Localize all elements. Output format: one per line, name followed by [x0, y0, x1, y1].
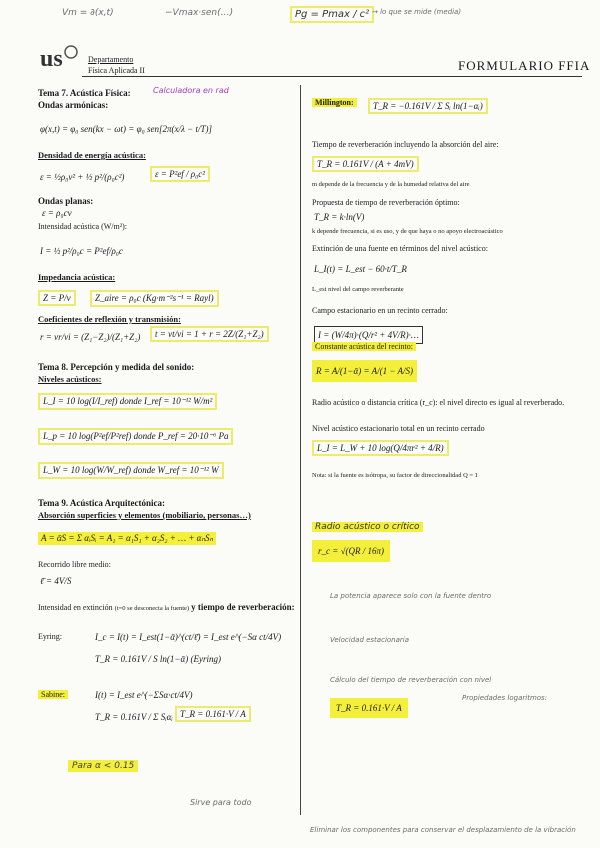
subject-name: Física Aplicada II [88, 66, 145, 75]
eq-radio-critico: r_c = √(QR / 16π) [312, 540, 390, 562]
tema9-title: Tema 9. Acústica Arquitectónica: [38, 498, 165, 508]
k-note: k depende frecuencia, si es uso, y de que haya o no apoyo electroacústico [312, 228, 503, 235]
millington-label: Millington: [312, 98, 357, 107]
eq-sabine-intensidad: I(t) = I_est e^(−ΣSα·ct/4V) [95, 690, 193, 700]
extincion-heading: Extinción de una fuente en términos del nivel acústico: [312, 244, 488, 253]
eq-eyring-intensidad: I_c = I(t) = I_est(1−ᾱ)^(ct/ℓ̄) = I_est e^(−Sα ct/4V) [95, 632, 282, 642]
eq-propuesta: T_R = k·ln(V) [314, 212, 365, 222]
eq-intensidad: I = ½ p²/ρ₀c = P²ef/ρ₀c [40, 246, 123, 256]
sabine-label: Sabine: [38, 690, 68, 699]
radio-critico-heading: Radio acústico o crítico [312, 522, 423, 532]
top-note-right: → lo que se mide (media) [372, 8, 462, 16]
eq-coef-reflexion: r = vr/vi = (Z₁−Z₂)/(Z₁+Z₂) [40, 332, 141, 342]
eyring-label: Eyring: [38, 632, 62, 641]
eq-impedancia-aire: Z_aire = ρ₀c (Kg·m⁻²s⁻¹ = Rayl) [90, 290, 219, 307]
ondas-planas-heading: Ondas planas: [38, 196, 94, 206]
eq-sabine-box: T_R = 0.161·V / A [175, 706, 251, 722]
impedancia-heading: Impedancia acústica: [38, 272, 116, 282]
eq-densidad-box: ε = P²ef / ρ₀c² [150, 166, 210, 182]
hw-note-log: Propiedades logaritmos: [462, 694, 548, 702]
eq-nivel-presion: L_p = 10 log(P²ef/P²ref) donde P_ref = 20·10⁻⁶ Pa [38, 428, 233, 445]
column-divider [300, 85, 301, 815]
university-logo [38, 42, 78, 72]
intensidad-extincion-label: Intensidad en extinción [38, 603, 113, 612]
eq-densidad: ε = ½ρ₀v² + ½ p²/(ρ₀c²) [40, 172, 125, 182]
hw-note-velocidad: Velocidad estacionaria [330, 636, 410, 644]
eq-coef-transmision: t = vt/vi = 1 + r = 2Z/(Z₁+Z₂) [150, 326, 269, 342]
eq-absorcion: A = ᾱS = Σ αᵢSᵢ = A₁ = α₁S₁ + α₂S₂ + … + αₙSₙ [38, 532, 216, 545]
nota-isotropa: Nota: si la fuente es isótropa, su factor de direccionalidad Q = 1 [312, 472, 478, 479]
eq-constante: R = A/(1−ᾱ) = A/(1 − A/S) [312, 360, 417, 382]
eq-sabine-tr: T_R = 0.161V / Σ Sᵢαᵢ [95, 712, 173, 722]
coeficientes-heading: Coeficientes de reflexión y transmisión: [38, 314, 181, 324]
tema7-title: Tema 7. Acústica Física: [38, 88, 131, 98]
eq-recorrido: ℓ̄ = 4V/S [40, 576, 72, 586]
eq-tiempo-aire: T_R = 0.161V / (A + 4mV) [312, 156, 419, 172]
intensidad-extincion-heading [38, 602, 295, 612]
l-note: L_est nivel del campo reverberante [312, 286, 404, 293]
eq-ondas-planas: ε = ρ₀cv [42, 208, 72, 218]
top-note-formula: Pg = Pmax / c² [290, 6, 374, 23]
eq-millington: T_R = −0.161V / Σ Sᵢ ln(1−αᵢ) [368, 98, 488, 114]
hw-note-calculo: Cálculo del tiempo de reverberación con nivel [330, 676, 492, 684]
densidad-heading: Densidad de energía acústica: [38, 150, 146, 160]
recorrido-heading: Recorrido libre medio: [38, 560, 111, 569]
ondas-armonicas-heading: Ondas armónicas: [38, 100, 109, 110]
intensidad-extincion-note: (t=0 se desconecta la fuente) [114, 605, 190, 612]
niveles-heading: Niveles acústicos: [38, 374, 102, 384]
campo-heading: Campo estacionario en un recinto cerrado: [312, 306, 448, 315]
hw-note-potencia: La potencia aparece solo con la fuente dentro [330, 592, 492, 600]
eq-nivel-total: L_I = L_W + 10 log(Q/4πr² + 4/R) [312, 440, 449, 456]
tema8-title: Tema 8. Percepción y medida del sonido: [38, 362, 195, 372]
hw-note-bottom: Eliminar los componentes para conservar el desplazamiento de la vibración [310, 826, 576, 834]
eq-tr-box: T_R = 0.161·V / A [330, 698, 408, 718]
logo-text: us [40, 46, 63, 72]
department-name: Departamento [88, 55, 134, 64]
eq-extincion: L_I(t) = L_est − 60·t/T_R [314, 264, 407, 274]
top-note-mid: −Vmax·sen(…) [165, 8, 234, 18]
tiempo-reverberacion-label: y tiempo de reverberación: [191, 602, 295, 612]
header-rule [82, 76, 582, 77]
constante-heading: Constante acústica del recinto: [312, 342, 416, 351]
radio-heading: Radio acústico o distancia crítica (r_c): el nivel directo es igual al reverberado. [312, 398, 565, 407]
absorcion-heading: Absorción superficies y elementos (mobiliario, personas…) [38, 510, 251, 520]
propuesta-heading: Propuesta de tiempo de reverberación óptimo: [312, 198, 460, 207]
intensidad-heading: Intensidad acústica (W/m²): [38, 222, 128, 231]
top-note-left: Vm = ∂(x,t) [62, 8, 114, 18]
bottom-note: Sirve para todo [190, 798, 252, 807]
pen-note-alpha: Para α < 0.15 [68, 760, 138, 772]
eq-eyring-tr: T_R = 0.161V / S ln(1−ᾱ) (Eyring) [95, 654, 221, 664]
nivel-total-heading: Nivel acústico estacionario total en un recinto cerrado [312, 424, 485, 433]
eq-nivel-potencia: L_W = 10 log(W/W_ref) donde W_ref = 10⁻¹² W [38, 462, 224, 479]
calc-note: Calculadora en rad [153, 86, 229, 95]
eq-onda-armonica: φ(x,t) = φ₀ sen(kx − ωt) = φ₀ sen[2π(x/λ − t/T)] [40, 124, 212, 134]
m-note: m depende de la frecuencia y de la humedad relativa del aire [312, 181, 470, 188]
eq-impedancia-z: Z = P/v [38, 290, 76, 306]
page-title: FORMULARIO FFIA [458, 58, 591, 73]
tiempo-aire-heading: Tiempo de reverberación incluyendo la absorción del aire: [312, 140, 499, 149]
eq-campo: I = (W/4π)·(Q/r² + 4V/R)·… [314, 326, 423, 344]
eq-nivel-intensidad: L_I = 10 log(I/I_ref) donde I_ref = 10⁻¹² W/m² [38, 393, 217, 410]
